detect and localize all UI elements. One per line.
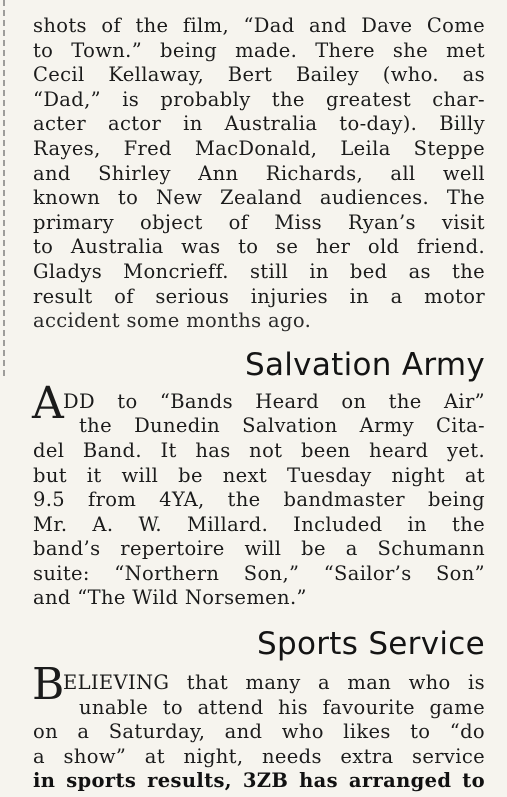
text-line: ELIEVING that many a man who is bbox=[63, 671, 485, 695]
text-line: accident some months ago. bbox=[33, 309, 312, 333]
text-line: to Australia was to se her old friend. bbox=[33, 235, 485, 259]
text-line: to Town.” being made. There she met bbox=[33, 38, 485, 62]
article-column bbox=[33, 14, 485, 794]
text-line: band’s repertoire will be a Schumann bbox=[33, 537, 485, 561]
text-line: DD to “Bands Heard on the Air” bbox=[63, 389, 485, 413]
text-line: a show” at night, needs extra service bbox=[33, 744, 485, 768]
text-line: and “The Wild Norsemen.” bbox=[33, 586, 307, 610]
text-line: 9.5 from 4YA, the bandmaster being bbox=[33, 488, 485, 512]
text-line: del Band. It has not been heard yet. bbox=[33, 438, 485, 462]
text-line: Gladys Moncrieff. still in bed as the bbox=[33, 259, 485, 283]
column-rule bbox=[3, 0, 5, 380]
drop-cap: B bbox=[32, 659, 65, 711]
text-line: result of serious injuries in a motor bbox=[33, 284, 485, 308]
paragraph-sports-service bbox=[32, 659, 485, 794]
text-line: and Shirley Ann Richards, all well bbox=[33, 161, 485, 185]
text-line: Rayes, Fred MacDonald, Leila Steppe bbox=[33, 136, 485, 160]
text-line: suite: “Northern Son,” “Sailor’s Son” bbox=[33, 561, 485, 585]
text-line: but it will be next Tuesday night at bbox=[33, 463, 485, 487]
heading-sports-service: Sports Service bbox=[257, 626, 485, 663]
text-line: in sports results, 3ZB has arranged to bbox=[33, 769, 485, 793]
paragraph-film-visit bbox=[33, 14, 485, 334]
text-line: unable to attend his favourite game bbox=[79, 695, 485, 719]
text-line: Cecil Kellaway, Bert Bailey (who. as bbox=[33, 63, 485, 87]
text-line: acter actor in Australia to-day). Billy bbox=[33, 112, 485, 136]
text-line: on a Saturday, and who likes to “do bbox=[33, 720, 485, 744]
text-line: the Dunedin Salvation Army Cita- bbox=[79, 414, 485, 438]
text-line: “Dad,” is probably the greatest char- bbox=[33, 87, 485, 111]
heading-salvation-army: Salvation Army bbox=[244, 346, 485, 383]
text-line: Mr. A. W. Millard. Included in the bbox=[33, 512, 485, 536]
drop-cap: A bbox=[32, 377, 64, 429]
paragraph-salvation-army bbox=[32, 377, 485, 611]
text-line: shots of the film, “Dad and Dave Come bbox=[33, 14, 485, 37]
text-line: known to New Zealand audiences. The bbox=[33, 186, 485, 210]
text-line: primary object of Miss Ryan’s visit bbox=[33, 210, 485, 234]
